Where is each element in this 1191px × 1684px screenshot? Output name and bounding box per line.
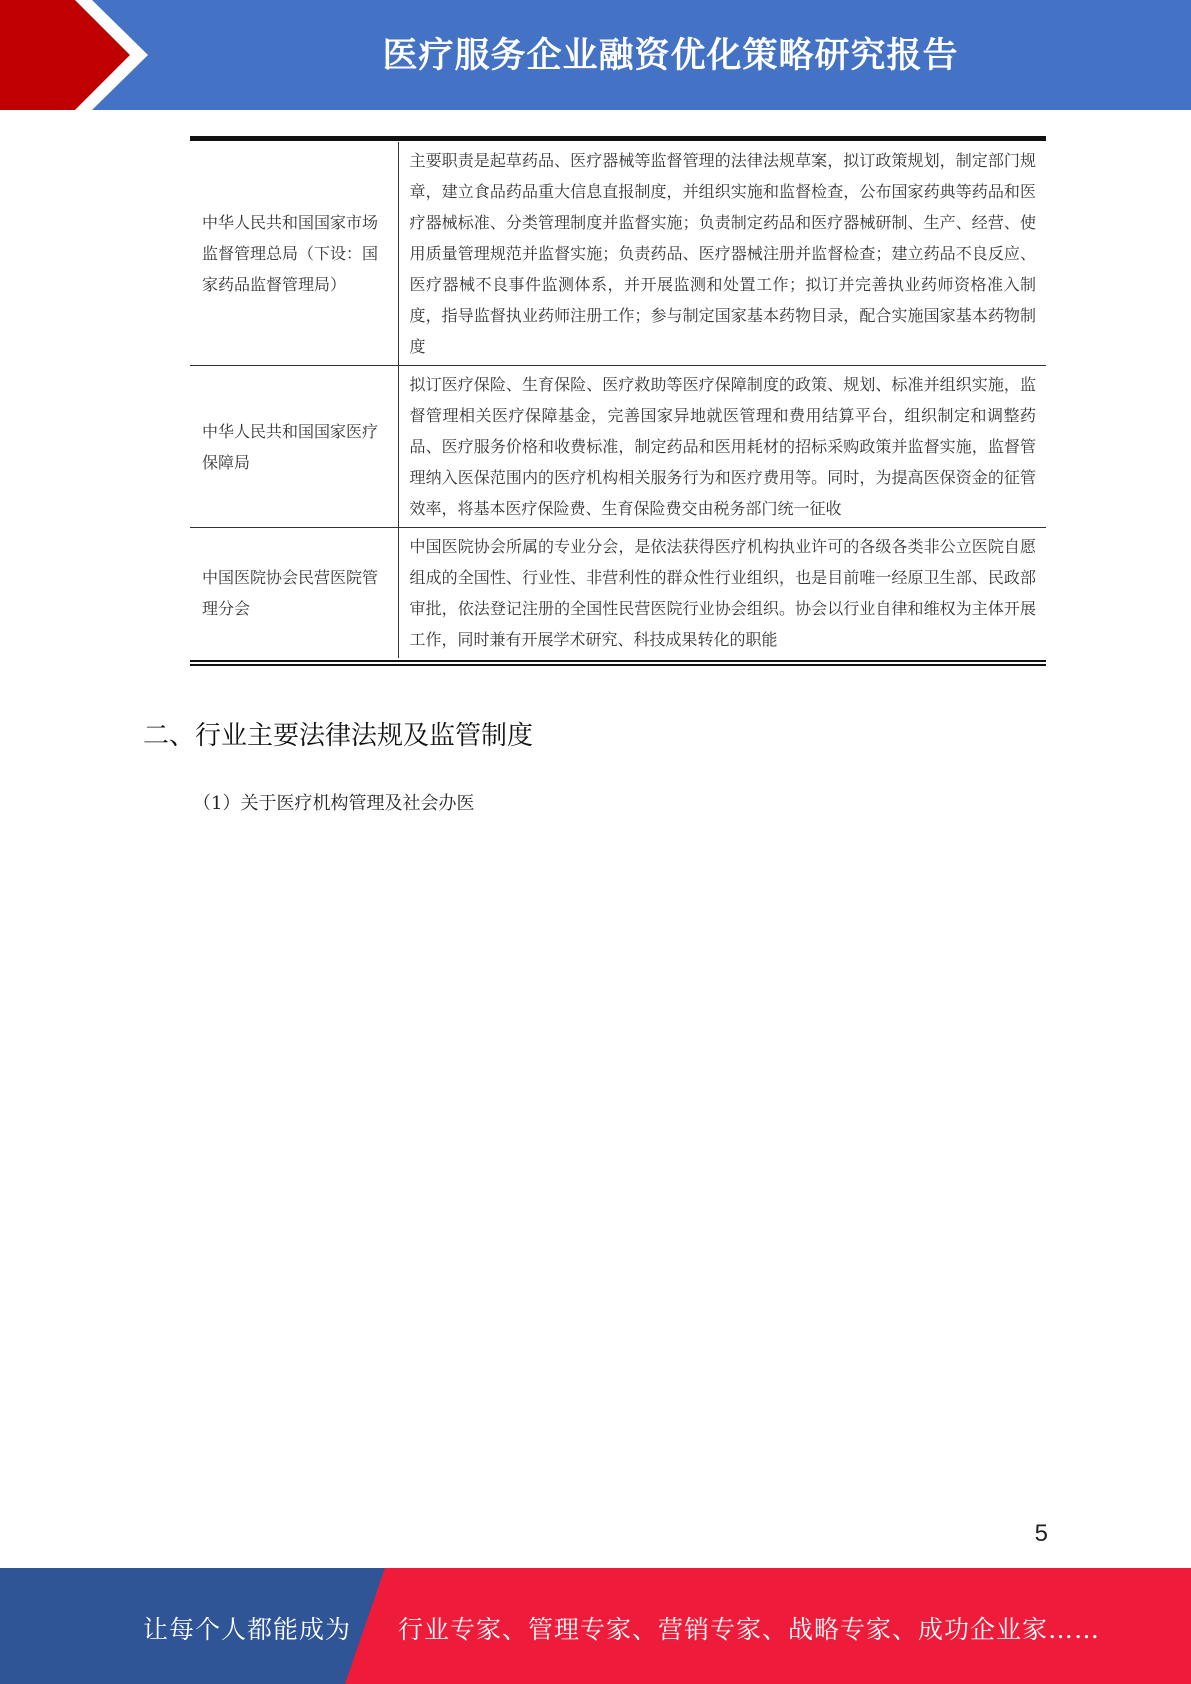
page-header <box>0 0 1191 110</box>
table-row <box>190 528 1046 659</box>
section-subheading: （1）关于医疗机构管理及社会办医 <box>193 793 475 814</box>
table-row <box>190 366 1046 528</box>
table-bottom-rule-double <box>190 664 1046 666</box>
org-cell: 中华人民共和国国家医疗保障局 <box>190 366 398 528</box>
page-number: 5 <box>1034 1520 1048 1547</box>
duty-cell: 拟订医疗保险、生育保险、医疗救助等医疗保障制度的政策、规划、标准并组织实施，监督管理相关医疗保障基金，完善国家异地就医管理和费用结算平台，组织制定和调整药品、医疗服务价格和收费标准，制定药品和医用耗材的招标采购政策并监督实施，监督管理纳入医保范围内的医疗机构相关服务行为和医疗费用等。同时，为提高医保资金的征管效率，将基本医疗保险费、生育保险费交由税务部门统一征收 <box>398 366 1046 528</box>
report-title: 医疗服务企业融资优化策略研究报告 <box>382 36 959 76</box>
footer-slogan-right: 行业专家、管理专家、营销专家、战略专家、成功企业家…… <box>398 1615 1101 1644</box>
footer-slogan-left: 让每个人都能成为 <box>143 1615 352 1644</box>
table-top-rule <box>190 136 1046 141</box>
regulator-table-body <box>190 142 1046 658</box>
section-heading: 二、行业主要法律法规及监管制度 <box>143 721 534 751</box>
regulator-table <box>190 136 1046 666</box>
table-bottom-rule <box>190 660 1046 662</box>
page-footer <box>0 1568 1191 1684</box>
org-cell: 中华人民共和国国家市场监督管理总局（下设：国家药品监督管理局） <box>190 142 398 366</box>
duty-cell: 中国医院协会所属的专业分会，是依法获得医疗机构执业许可的各级各类非公立医院自愿组成的全国性、行业性、非营利性的群众性行业组织，也是目前唯一经原卫生部、民政部审批，依法登记注册的全国性民营医院行业协会组织。协会以行业自律和维权为主体开展工作，同时兼有开展学术研究、科技成果转化的职能 <box>398 528 1046 659</box>
org-cell: 中国医院协会民营医院管理分会 <box>190 528 398 659</box>
duty-cell: 主要职责是起草药品、医疗器械等监督管理的法律法规草案，拟订政策规划，制定部门规章，建立食品药品重大信息直报制度，并组织实施和监督检查，公布国家药典等药品和医疗器械标准、分类管理制度并监督实施；负责制定药品和医疗器械研制、生产、经营、使用质量管理规范并监督实施；负责药品、医疗器械注册并监督检查；建立药品不良反应、医疗器械不良事件监测体系，并开展监测和处置工作；拟订并完善执业药师资格准入制度，指导监督执业药师注册工作；参与制定国家基本药物目录，配合实施国家基本药物制度 <box>409 151 1036 356</box>
table-row <box>190 142 1046 366</box>
